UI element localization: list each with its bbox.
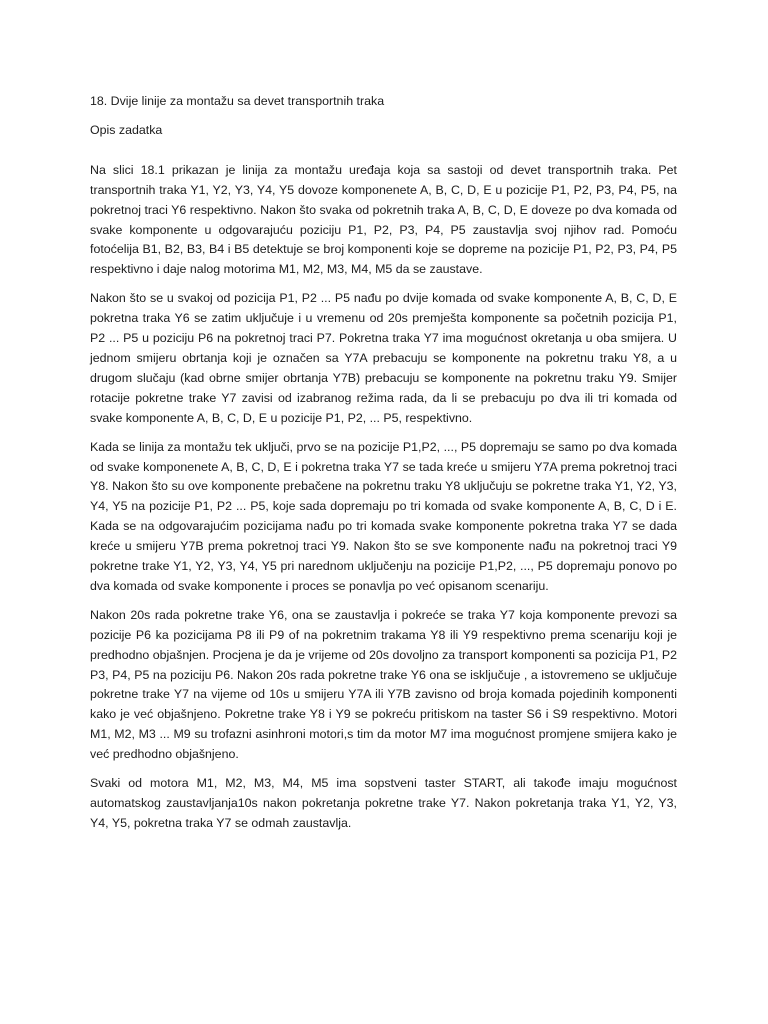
paragraph-1: Na slici 18.1 prikazan je linija za montažu uređaja koja sa sastoji od devet transportnih traka. Pet transportnih traka Y1, Y2, Y3, Y4, Y5 dovoze komponenete A, B, C, D, E u pozicije P1, P2, P3, P4, P5, na pokretnoj traci Y6 respektivno. Nakon što svaka od pokretnih traka A, B, C, D, E doveze po dva komada od svake komponente u odgovarajuću poziciju P1, P2, P3, P4, P5 zaustavlja svoj njihov rad. Pomoću fotoćelija B1, B2, B3, B4 i B5 detektuje se broj komponenti koje se dopreme na pozicije P1, P2, P3, P4, P5 respektivno i daje nalog motorima M1, M2, M3, M4, M5 da se zaustave.	[90, 162, 677, 277]
paragraph-5: Svaki od motora M1, M2, M3, M4, M5 ima sopstveni taster START, ali takođe imaju mogućnost automatskog zaustavljanja10s nakon pokretanja pokretne trake Y7. Nakon pokretanja traka Y1, Y2, Y3, Y4, Y5, pokretna traka Y7 se odmah zaustavlja.	[90, 776, 677, 830]
document-subtitle: Opis zadatka	[90, 122, 163, 137]
document-page	[90, 92, 677, 834]
paragraph-2: Nakon što se u svakoj od pozicija P1, P2 ... P5 nađu po dvije komada od svake komponente A, B, C, D, E pokretna traka Y6 se zatim uključuje i u vremenu od 20s premješta komponente sa početnih pozicija P1, P2 ... P5 u poziciju P6 na pokretnoj traci P7. Pokretna traka Y7 ima mogućnost okretanja u oba smijera. U jednom smijeru obrtanja koji je označen sa Y7A prebacuju se komponente na pokretnu traku Y8, a u drugom slučaju (kad obrne smijer obrtanja Y7B) prebacuju se komponente na pokretnu traku Y9. Smijer rotacije pokretne trake Y7 zavisi od izabranog režima rada, da li se prebacuju po dva ili tri komada od svake komponente A, B, C, D, E u pozicije P1, P2, ... P5, respektivno.	[90, 291, 677, 425]
paragraph-3: Kada se linija za montažu tek uključi, prvo se na pozicije P1,P2, ..., P5 dopremaju se samo po dva komada od svake komponenete A, B, C, D, E i pokretna traka Y7 se tada kreće u smijeru Y7A prema pokretnoj traci Y8. Nakon što su ove komponente prebačene na pokretnu traku Y8 uključuju se pokretne traka Y1, Y2, Y3, Y4, Y5 na pozicije P1, P2 ... P5, koje sada dopremaju po tri komada od svake komponente A, B, C, D i E. Kada se na odgovarajućim pozicijama nađu po tri komada svake komponente pokretna traka Y7 se dada kreće u smijeru Y7B prema pokretnoj traci Y9. Nakon što se sve komponente nađu na pokretnoj traci Y9 pokretne trake Y1, Y2, Y3, Y4, Y5 pri narednom uključenju na pozicije P1,P2, ..., P5 dopremaju ponovo po dva komada od svake komponente i proces se ponavlja po već opisanom scenariju.	[90, 439, 677, 593]
paragraph-4: Nakon 20s rada pokretne trake Y6, ona se zaustavlja i pokreće se traka Y7 koja komponente prevozi sa pozicije P6 ka pozicijama P8 ili P9 of na pokretnim trakama Y8 ili Y9 respektivno prema scenariju koji je predhodno objašnjen. Procjena je da je vrijeme od 20s dovoljno za transport komponenti sa pozicija P1, P2 P3, P4, P5 na poziciju P6. Nakon 20s rada pokretne trake Y6 ona se isključuje , a istovremeno se uključuje pokretne trake Y7 na vijeme od 10s u smijeru Y7A ili Y7B zavisno od broja komada pojedinih komponenti kako je već objašnjeno. Pokretne trake Y8 i Y9 se pokreću pritiskom na taster S6 i S9 respektivno. Motori M1, M2, M3 ... M9 su trofazni asinhroni motori,s tim da motor M7 ima mogućnost promjene smijera kako je već predhodno objašnjeno.	[90, 607, 677, 762]
document-title: 18. Dvije linije za montažu sa devet transportnih traka	[90, 94, 385, 108]
